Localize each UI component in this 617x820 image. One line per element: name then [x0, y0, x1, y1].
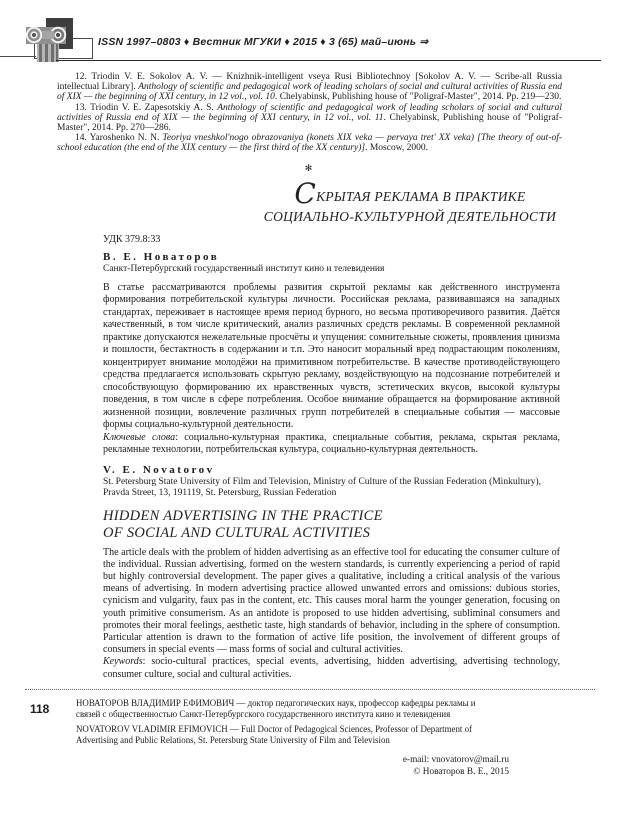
reference-item: 12. Triodin V. E. Sokolov A. V. — Knizhnik-intelligent vseya Rusi Bibliotechnoy [Sokolov A. V. — Scribe-all Russia intellectual Library]. Anthology of scientific and pedagogical work of leading scholars of social and cultural activities of Russia end of XIX — the beginning of XXI century, in 12 vol., vol. 10. Chelyabinsk, Publishing house of "Poligraf-Master", 2014. Pp. 219—230. — [57, 72, 562, 103]
issn-line: ISSN 1997–0803 ♦ Вестник МГУКИ ♦ 2015 ♦ 3 (65) май–июнь ⇒ — [98, 36, 429, 48]
abstract-en-text: The article deals with the problem of hidden advertising as an effective tool for educating the consumer culture of the individual. Russian advertising, formed on the western standards, is currently experiencing a period of rapid but highly controversial development. The paper gives a qualitative, including a critical analysis of the various means of advertising. In modern advertising practice allowed unwanted errors and omissions: dubious stories, cynicism and vulgarity, faux pas in the content, etc. This causes moral harm the younger generation, focusing on youth primitive consumerism. As an antidote is proposed to use hidden advertising, subliminal consumers and promotes their moral feelings, aesthetic taste, high standards of behavior, including in the sphere of consumption. Particular attention is drawn to the formation of active life position, the involvement of different groups of consumers in special events — mass forms of social and cultural activities. Keywords: socio-cultural practices, special events, advertising, hidden advertising, advertising technology, consumer culture, social and cultural activities. — [103, 546, 560, 680]
abstract-ru-text: В статье рассматриваются проблемы развития скрытой рекламы как действенного инструмента формирования потребительской культуры личности. Российская реклама, развивавшаяся на западных стандартах, переживает в настоящее время период бурного, но весьма противоречивого развития. Даётся качественный, в том числе критический, анализ различных средств рекламы. В современной рекламной практике допускаются нежелательные просчёты и упущения: сомнительные сюжеты, проявления цинизма и пошлости, бестактность в содержании и т.п. Это наносит моральный вред подрастающим поколениям, концентрирует внимание молодёжи на примитивном потребительстве. В качестве противодействующего средства предлагается использовать скрытую рекламу, воздействующую на подсознание потребителей и способствующую формированию их нравственных чувств, эстетических вкусов, высокой культуры поведения, в том числе в сфере потребления. Особое внимание обращается на формирование активной жизненной позиции, вовлечение различных групп потребителей в специальные события — массовые формы социально-культурной деятельности. Ключевые слова: социально-культурная практика, специальные события, реклама, скрытая реклама, рекламные технологии, потребительская культура, социально-культурная деятельность. — [103, 281, 560, 456]
abstract-ru — [103, 282, 560, 457]
abstract-en — [103, 547, 560, 681]
reference-item: 13. Triodin V. E. Zapesotskiy A. S. Anthology of scientific and pedagogical work of leading scholars of social and cultural activities of Russia end of XIX — the beginning of XXI century, in 12 vol., vol. 11. Chelyabinsk, Publishing house of "Poligraf-Master", 2014. Pp. 270—286. — [57, 102, 563, 134]
header-rule — [56, 60, 601, 61]
page-number: 118 — [30, 701, 50, 716]
author-name-ru: В. Е. Новаторов — [103, 250, 220, 263]
author-bio-ru: НОВАТОРОВ ВЛАДИМИР ЕФИМОВИЧ — доктор педагогических наук, профессор кафедры рекламы и связей с общественностью Санкт-Петербургского государственного института кино и телевидения — [76, 697, 476, 719]
page-footer — [0, 698, 617, 778]
journal-header — [0, 0, 617, 62]
author-bio-en: NOVATOROV VLADIMIR EFIMOVICH — Full Doctor of Pedagogical Sciences, Professor of Department of Advertising and Public Relations, St. Petersburg State University of Film and Television — [76, 723, 472, 745]
affiliation-ru: Санкт-Петербургский государственный институт кино и телевидения — [103, 263, 385, 274]
author-name-en: V. E. Novatorov — [103, 463, 215, 476]
reference-item: 14. Yaroshenko N. N. Teoriya vneshkol'nogo obrazovaniya (konets XIX veka — pervaya tret' XX veka) [The theory of out-of-school education (the end of the XIX century — the first third of the XX century)]. Moscow, 2000. — [57, 133, 562, 154]
keywords-en: : socio-cultural practices, special events, advertising, hidden advertising, advertising technology, consumer culture, social and cultural activities. — [103, 656, 560, 680]
author-bio-block — [76, 698, 496, 746]
title-drop-cap: С — [294, 176, 317, 210]
udk-number: УДК 379.8:33 — [103, 233, 161, 245]
footer-divider — [25, 689, 595, 690]
section-separator-star: ✻ — [304, 162, 313, 173]
article-title-ru: СКРЫТАЯ РЕКЛАМА В ПРАКТИКЕ СОЦИАЛЬНО-КУЛЬТУРНОЙ ДЕЯТЕЛЬНОСТИ — [263, 176, 557, 224]
affiliation-en: St. Petersburg State University of Film and Television, Ministry of Culture of the Russian Federation (Minkultury), Pravda Street, 13, 191119, St. Petersburg, Russian Federation — [103, 476, 542, 498]
article-title-en: HIDDEN ADVERTISING IN THE PRACTICE OF SOCIAL AND CULTURAL ACTIVITIES — [103, 507, 383, 541]
column-capital-icon — [25, 18, 73, 62]
references-section — [57, 72, 562, 154]
keywords-label-ru: Ключевые слова — [103, 431, 176, 443]
keywords-ru: : социально-культурная практика, специальные события, реклама, скрытая реклама, рекламные технологии, потребительская культура, социально-культурная деятельность. — [103, 431, 560, 456]
credits-block — [0, 754, 509, 778]
email-line: e-mail: vnovatorov@mail.ru — [402, 754, 509, 765]
copyright-line: © Новаторов В. Е., 2015 — [413, 766, 509, 777]
keywords-label-en: Keywords — [103, 656, 143, 668]
